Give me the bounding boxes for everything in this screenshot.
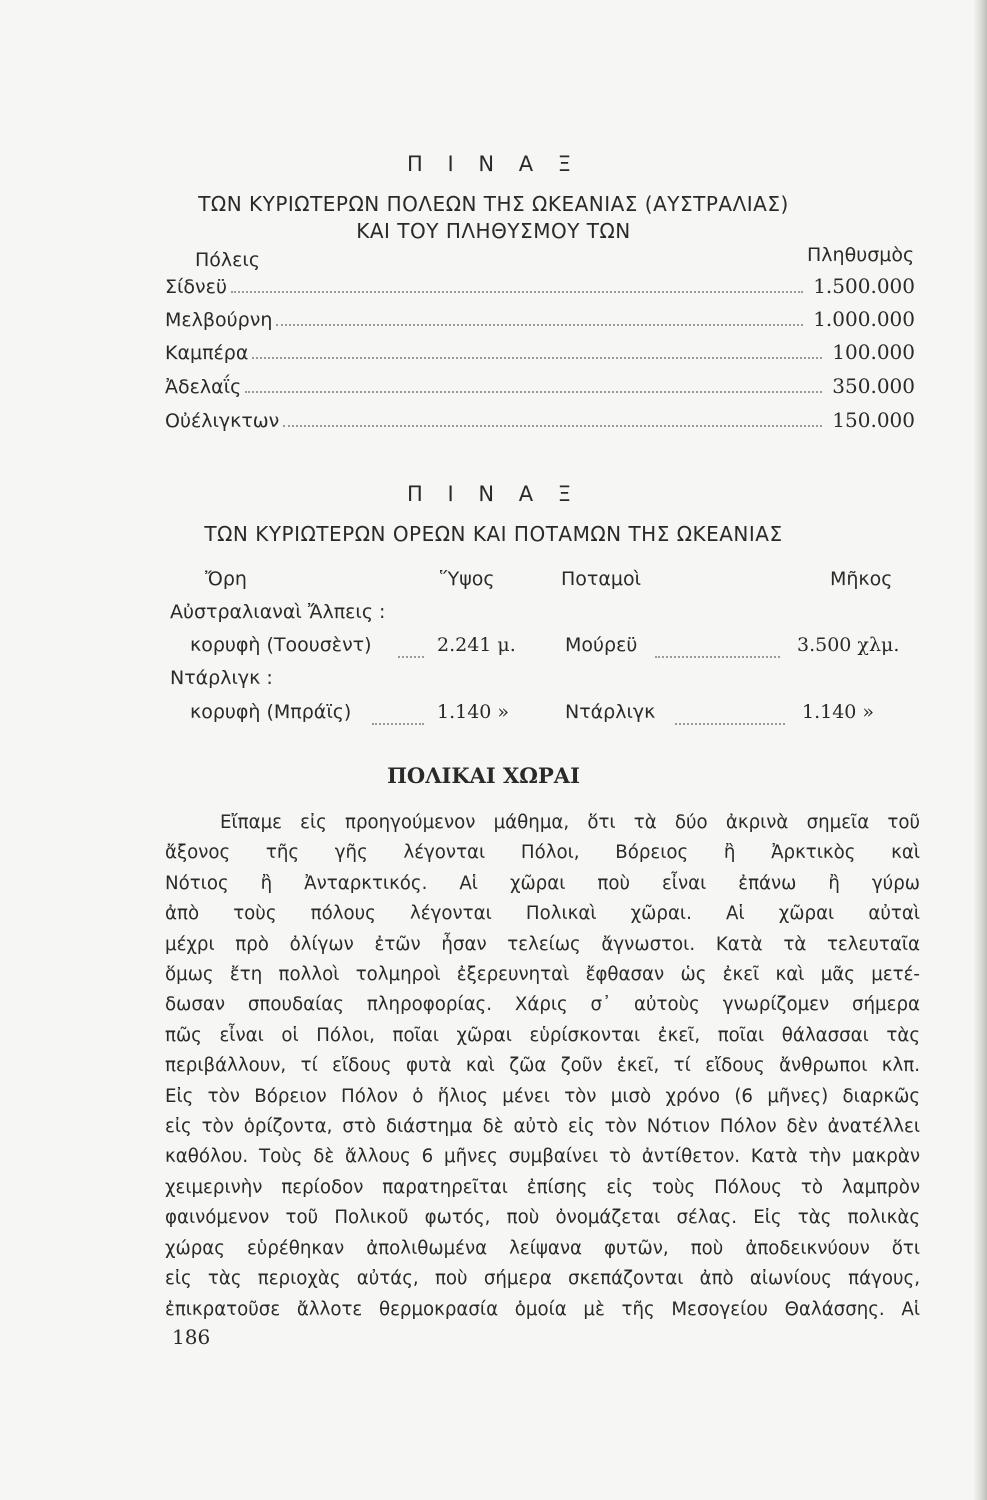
table1-col-population: Πληθυσμὸς: [807, 244, 915, 266]
table1-row: [165, 307, 915, 335]
paragraph-line: ὅμως ἔτη πολλοὶ τολμηροὶ ἐξερευνηταὶ ἔφθασαν ὡς ἐκεῖ καὶ μᾶς μετέ-: [165, 964, 920, 986]
table1-heading-line2: ΚΑΙ ΤΟΥ ΠΛΗΘΥΣΜΟΥ ΤΩΝ: [356, 219, 631, 243]
paragraph-line: μέχρι πρὸ ὀλίγων ἐτῶν ἦσαν τελείως ἄγνωστοι. Κατὰ τὰ τελευταῖα: [165, 933, 920, 955]
leader-dots: [252, 357, 822, 359]
table2-pinax-title: Π Ι Ν Α Ξ: [406, 482, 581, 506]
city-population: 100.000: [832, 340, 915, 364]
page-number: 186: [172, 1325, 211, 1349]
city-name: Ἀδελαΐς: [165, 376, 242, 398]
paragraph-line: φαινόμενον τοῦ Πολικοῦ φωτός, ποὺ ὀνομάζεται σέλας. Εἰς τὰς πολικὰς: [165, 1207, 920, 1229]
paragraph-line: Νότιος ἢ Ἀνταρκτικός. Αἱ χῶραι ποὺ εἶναι ἐπάνω ἢ γύρω: [165, 872, 920, 894]
height-1: 2.241 μ.: [437, 634, 516, 656]
mountain-range-2: Ντάρλιγκ :: [170, 667, 273, 689]
peak-1: κορυφὴ (Τοουσὲντ): [190, 634, 372, 656]
leader-dots: [675, 723, 785, 725]
table1-row: [165, 408, 915, 436]
paragraph-line: Εἴπαμε εἰς προηγούμενον μάθημα, ὅτι τὰ δύο ἀκρινὰ σημεῖα τοῦ: [220, 812, 920, 833]
paragraph-line: Εἰς τὸν Βόρειον Πόλον ὁ ἥλιος μένει τὸν μισὸ χρόνο (6 μῆνες) διαρκῶς: [165, 1085, 920, 1107]
table2-col-rivers: Ποταμοὶ: [561, 568, 642, 590]
length-2: 1.140 »: [802, 701, 875, 723]
city-population: 150.000: [832, 408, 915, 432]
city-name: Καμπέρα: [165, 342, 249, 364]
table1-col-city: Πόλεις: [195, 249, 261, 271]
paragraph-line: ἄξονος τῆς γῆς λέγονται Πόλοι, Βόρειος ἢ Ἀρκτικὸς καὶ: [165, 842, 920, 864]
table2-heading: ΤΩΝ ΚΥΡΙΩΤΕΡΩΝ ΟΡΕΩΝ ΚΑΙ ΠΟΤΑΜΩΝ ΤΗΣ ΩΚΕΑΝΙΑΣ: [204, 522, 783, 546]
city-population: 1.000.000: [813, 307, 915, 331]
table1-row: [165, 274, 915, 302]
city-name: Μελβούρνη: [165, 309, 273, 331]
leader-dots: [231, 291, 803, 293]
paragraph-line: ἀπὸ τοὺς πόλους λέγονται Πολικαὶ χῶραι. Αἱ χῶραι αὐταὶ: [165, 903, 920, 925]
table2-col-height: Ὕψος: [440, 568, 495, 590]
paragraph-line: χώρας εὑρέθηκαν ἀπολιθωμένα λείψανα φυτῶν, ποὺ ἀποδεικνύουν ὅτι: [165, 1237, 920, 1259]
paragraph-line: χειμερινὴν περίοδον παρατηρεῖται ἐπίσης εἰς τοὺς Πόλους τὸ λαμπρὸν: [165, 1176, 920, 1198]
table1-row: [165, 340, 915, 368]
paragraph-line: πῶς εἶναι οἱ Πόλοι, ποῖαι χῶραι εὑρίσκονται ἐκεῖ, ποῖαι θάλασσαι τὰς: [165, 1024, 920, 1046]
body-paragraph: [165, 808, 920, 1325]
peak-2: κορυφὴ (Μπράϊς): [190, 701, 352, 723]
length-1: 3.500 χλμ.: [797, 634, 900, 656]
table1-row: [165, 374, 915, 402]
mountain-range-1: Αὐστραλιαναὶ Ἄλπεις :: [170, 601, 386, 623]
table1-heading-line1: ΤΩΝ ΚΥΡΙΩΤΕΡΩΝ ΠΟΛΕΩΝ ΤΗΣ ΩΚΕΑΝΙΑΣ (ΑΥΣΤΡΑΛΙΑΣ): [198, 192, 789, 216]
leader-dots: [245, 391, 822, 393]
table2-col-length: Μῆκος: [830, 568, 893, 590]
paragraph-line: δωσαν σπουδαίας πληροφορίας. Χάρις σ᾽ αὐτοὺς γνωρίζομεν σήμερα: [165, 994, 920, 1016]
leader-dots: [276, 324, 803, 326]
leader-dots: [283, 425, 822, 427]
paragraph-line: ἐπικρατοῦσε ἄλλοτε θερμοκρασία ὁμοία μὲ τῆς Μεσογείου Θαλάσσης. Αἱ: [165, 1298, 920, 1320]
section-title: ΠΟΛΙΚΑΙ ΧΩΡΑΙ: [387, 763, 580, 788]
paragraph-line: περιβάλλουν, τί εἴδους φυτὰ καὶ ζῶα ζοῦν ἐκεῖ, τί εἴδους ἄνθρωποι κλπ.: [165, 1055, 920, 1077]
table1-pinax-title: Π Ι Ν Α Ξ: [406, 152, 581, 176]
leader-dots: [372, 723, 424, 725]
paragraph-line: εἰς τὰς περιοχὰς αὐτάς, ποὺ σήμερα σκεπάζονται ἀπὸ αἰωνίους πάγους,: [165, 1268, 920, 1290]
city-name: Σίδνεϋ: [165, 276, 227, 298]
river-1: Μούρεϋ: [565, 634, 638, 656]
city-population: 350.000: [832, 374, 915, 398]
table2-col-mountains: Ὄρη: [205, 568, 247, 590]
leader-dots: [655, 656, 780, 658]
paragraph-line: καθόλου. Τοὺς δὲ ἄλλους 6 μῆνες συμβαίνει τὸ ἀντίθετον. Κατὰ τὴν μακρὰν: [165, 1146, 920, 1168]
river-2: Ντάρλιγκ: [565, 701, 656, 723]
paragraph-line: εἰς τὸν ὁρίζοντα, στὸ διάστημα δὲ αὐτὸ εἰς τὸν Νότιον Πόλον δὲν ἀνατέλλει: [165, 1116, 920, 1138]
height-2: 1.140 »: [437, 701, 510, 723]
city-name: Οὐέλιγκτων: [165, 410, 280, 432]
leader-dots: [398, 656, 424, 658]
city-population: 1.500.000: [813, 274, 915, 298]
